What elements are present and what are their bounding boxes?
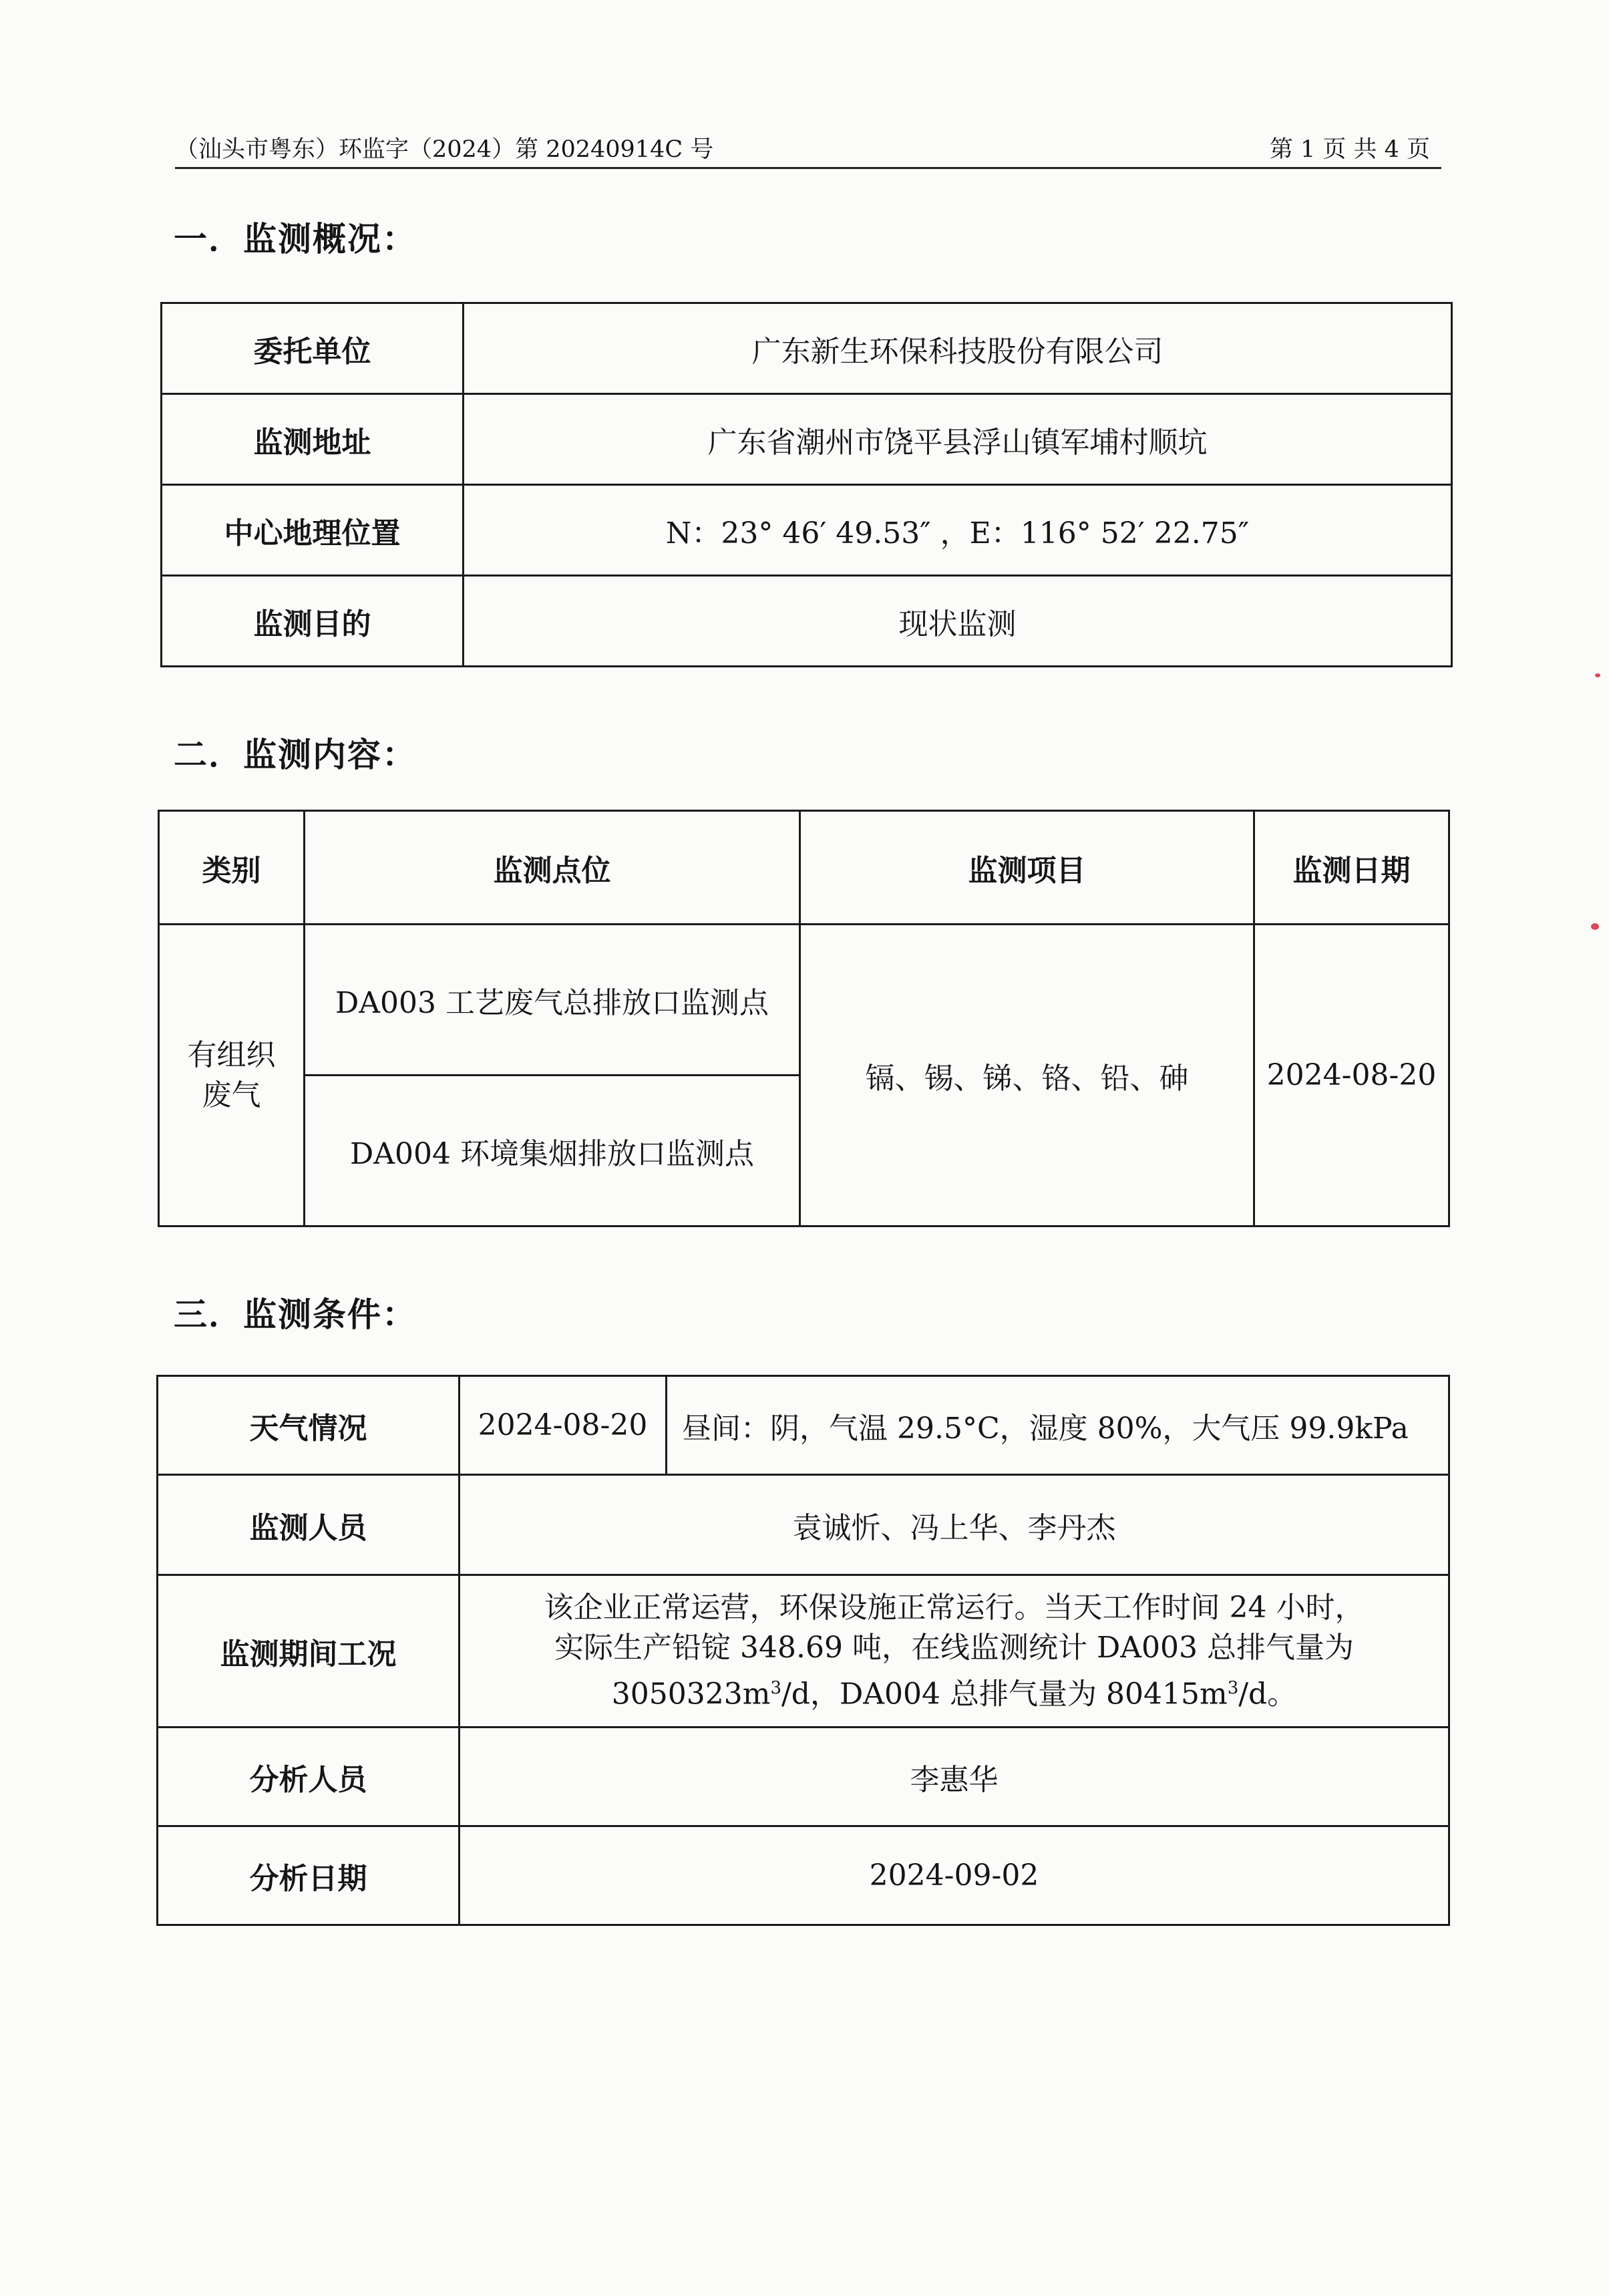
document-number: （汕头市粤东）环监字（2024）第 20240914C 号 bbox=[175, 136, 714, 163]
table-row bbox=[158, 1475, 1449, 1575]
weather-date: 2024-08-20 bbox=[460, 1376, 667, 1475]
header-date: 监测日期 bbox=[1254, 811, 1449, 925]
conditions-table bbox=[156, 1375, 1450, 1926]
condition-text bbox=[460, 1575, 1449, 1728]
table-row bbox=[162, 394, 1452, 485]
analyst-name: 李惠华 bbox=[460, 1728, 1449, 1826]
value-location: N：23° 46′ 49.53″ ，E：116° 52′ 22.75″ bbox=[464, 485, 1452, 576]
label-address: 监测地址 bbox=[162, 394, 464, 485]
table-row bbox=[162, 485, 1452, 576]
label-purpose: 监测目的 bbox=[162, 576, 464, 667]
section-title-conditions: 三．监测条件： bbox=[174, 1295, 417, 1334]
overview-table bbox=[160, 302, 1453, 667]
section-title-content: 二．监测内容： bbox=[174, 735, 417, 774]
table-row bbox=[158, 1826, 1449, 1925]
table-header-row bbox=[159, 811, 1449, 925]
category-line-2: 废气 bbox=[202, 1078, 261, 1112]
condition-line-3-part-b: /d，DA004 总排气量为 80415m bbox=[781, 1677, 1228, 1711]
date-cell: 2024-08-20 bbox=[1254, 925, 1449, 1226]
section-title-overview: 一．监测概况： bbox=[174, 220, 417, 259]
condition-line-3-part-c: /d。 bbox=[1238, 1677, 1297, 1711]
superscript-3: 3 bbox=[1227, 1677, 1239, 1698]
condition-line-2: 实际生产铅锭 348.69 吨，在线监测统计 DA003 总排气量为 bbox=[554, 1630, 1354, 1665]
label-staff: 监测人员 bbox=[158, 1475, 460, 1575]
table-row bbox=[158, 1575, 1449, 1728]
weather-desc: 昼间：阴，气温 29.5°C，湿度 80%，大气压 99.9kPa bbox=[667, 1376, 1449, 1475]
table-row bbox=[162, 576, 1452, 667]
stamp-edge-mark bbox=[1591, 923, 1599, 930]
header-point: 监测点位 bbox=[305, 811, 800, 925]
label-condition: 监测期间工况 bbox=[158, 1575, 460, 1728]
header-divider bbox=[175, 167, 1441, 169]
table-row bbox=[158, 1376, 1449, 1475]
header-items: 监测项目 bbox=[800, 811, 1254, 925]
label-location: 中心地理位置 bbox=[162, 485, 464, 576]
value-purpose: 现状监测 bbox=[464, 576, 1452, 667]
header-category: 类别 bbox=[159, 811, 305, 925]
label-client: 委托单位 bbox=[162, 303, 464, 394]
analysis-date: 2024-09-02 bbox=[460, 1826, 1449, 1925]
content-table bbox=[158, 810, 1450, 1227]
condition-line-1: 该企业正常运营，环保设施正常运行。当天工作时间 24 小时， bbox=[544, 1590, 1365, 1625]
label-analyst: 分析人员 bbox=[158, 1728, 460, 1826]
page-number: 第 1 页 共 4 页 bbox=[1269, 136, 1430, 163]
label-weather: 天气情况 bbox=[158, 1376, 460, 1475]
point-da003: DA003 工艺废气总排放口监测点 bbox=[305, 925, 800, 1076]
condition-line-3 bbox=[467, 1668, 1441, 1715]
stamp-edge-mark bbox=[1595, 673, 1600, 677]
superscript-3: 3 bbox=[770, 1677, 781, 1698]
value-address: 广东省潮州市饶平县浮山镇军埔村顺坑 bbox=[464, 394, 1452, 485]
table-row bbox=[162, 303, 1452, 394]
value-client: 广东新生环保科技股份有限公司 bbox=[464, 303, 1452, 394]
category-line-1: 有组织 bbox=[187, 1037, 276, 1072]
staff-names: 袁诚忻、冯上华、李丹杰 bbox=[460, 1475, 1449, 1575]
label-analysis-date: 分析日期 bbox=[158, 1826, 460, 1925]
category-cell bbox=[159, 925, 305, 1226]
table-row bbox=[159, 925, 1449, 1076]
condition-line-3-part-a: 3050323m bbox=[611, 1677, 771, 1711]
table-row bbox=[158, 1728, 1449, 1826]
items-cell: 镉、锡、锑、铬、铅、砷 bbox=[800, 925, 1254, 1226]
point-da004: DA004 环境集烟排放口监测点 bbox=[305, 1076, 800, 1226]
